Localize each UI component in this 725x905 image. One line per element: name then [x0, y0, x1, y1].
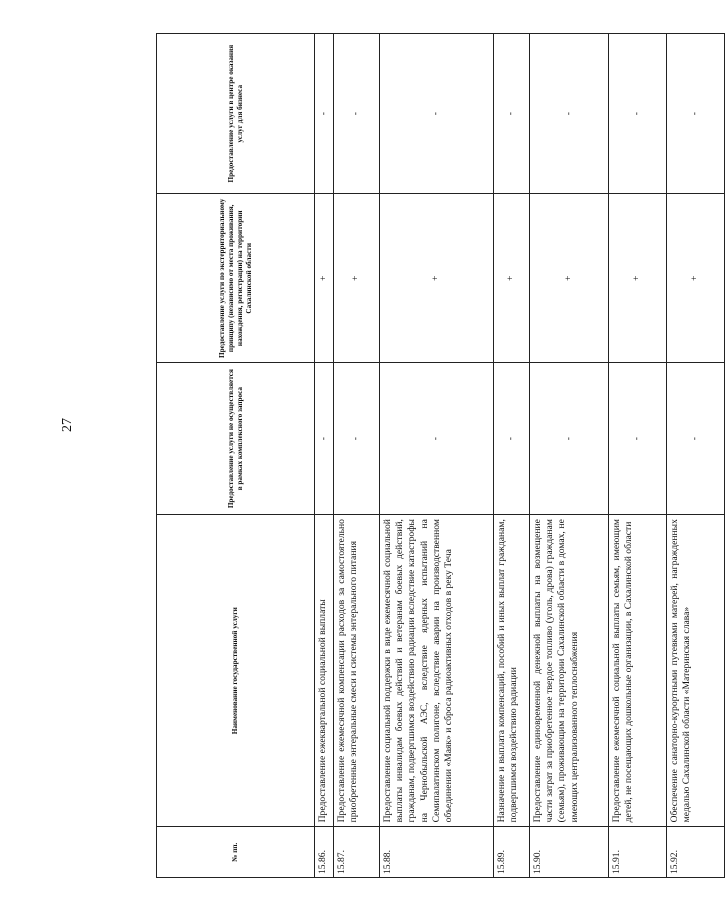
rotated-page-content — [156, 33, 701, 878]
service-name: Предоставление ежемесячной социальной выплаты семьям, имеющим детей, не посещающих дошкольные организации, в Сахалинской области — [609, 515, 667, 827]
row-number: 15.89. — [494, 827, 530, 878]
row-number: 15.90. — [530, 827, 609, 878]
service-name: Предоставление ежемесячной компенсации расходов за самостоятельно приобретенные энтеральные смеси и системы энтерального питания — [334, 515, 380, 827]
business-center-mark: - — [380, 34, 494, 194]
services-table — [156, 33, 725, 878]
business-center-mark: - — [530, 34, 609, 194]
table-row — [609, 34, 667, 878]
business-center-mark: - — [609, 34, 667, 194]
complex-request-mark: - — [315, 363, 334, 515]
row-number: 15.92. — [667, 827, 725, 878]
page-number: 27 — [60, 418, 75, 432]
exterritorial-mark: + — [609, 194, 667, 363]
header-service-name: Наименование государственной услуги — [157, 515, 315, 827]
complex-request-mark: - — [609, 363, 667, 515]
service-name: Назначение и выплата компенсаций, пособий и иных выплат гражданам, подвергшимся воздействию радиации — [494, 515, 530, 827]
complex-request-mark: - — [667, 363, 725, 515]
complex-request-mark: - — [334, 363, 380, 515]
table-row — [380, 34, 494, 878]
header-complex-request: Предоставление услуги не осуществляется в рамках комплексного запроса — [157, 363, 315, 515]
service-name: Предоставление единовременной денежной выплаты на возмещение части затрат за приобретенное твердое топливо (уголь, дрова) гражданам (семьям), проживающим на территории Сахалинской области в домах, не имеющих централизованного теплоснабжения — [530, 515, 609, 827]
row-number: 15.88. — [380, 827, 494, 878]
business-center-mark: - — [667, 34, 725, 194]
complex-request-mark: - — [380, 363, 494, 515]
exterritorial-mark: + — [494, 194, 530, 363]
service-name: Предоставление ежеквартальной социальной выплаты — [315, 515, 334, 827]
header-num: № пп. — [157, 827, 315, 878]
business-center-mark: - — [334, 34, 380, 194]
exterritorial-mark: + — [315, 194, 334, 363]
row-number: 15.86. — [315, 827, 334, 878]
exterritorial-mark: + — [667, 194, 725, 363]
service-name: Предоставление социальной поддержки в виде ежемесячной социальной выплаты инвалидам боевых действий и ветеранам боевых действий, гражданам, подвергшимся воздействию радиации вследствие катастрофы на Чернобыльской АЭС, вследствие ядерных испытаний на Семипалатинском полигоне, вследствие аварии на производственном объединении «Маяк» и сброса радиоактивных отходов в реку Теча — [380, 515, 494, 827]
complex-request-mark: - — [530, 363, 609, 515]
business-center-mark: - — [494, 34, 530, 194]
table-row — [315, 34, 334, 878]
business-center-mark: - — [315, 34, 334, 194]
exterritorial-mark: + — [334, 194, 380, 363]
complex-request-mark: - — [494, 363, 530, 515]
header-business-center: Предоставление услуги в центре оказания услуг для бизнеса — [157, 34, 315, 194]
exterritorial-mark: + — [530, 194, 609, 363]
table-row — [494, 34, 530, 878]
table-row — [530, 34, 609, 878]
exterritorial-mark: + — [380, 194, 494, 363]
row-number: 15.91. — [609, 827, 667, 878]
header-exterritorial: Предоставление услуги по экстерриториальному принципу (независимо от места проживания, нахождения, регистрации) на территории Сахалинской области — [157, 194, 315, 363]
service-name: Обеспечение санаторно-курортными путевками матерей, награжденных медалью Сахалинской области «Материнская слава» — [667, 515, 725, 827]
table-row — [334, 34, 380, 878]
table-header-row — [157, 34, 315, 878]
row-number: 15.87. — [334, 827, 380, 878]
table-row — [667, 34, 725, 878]
